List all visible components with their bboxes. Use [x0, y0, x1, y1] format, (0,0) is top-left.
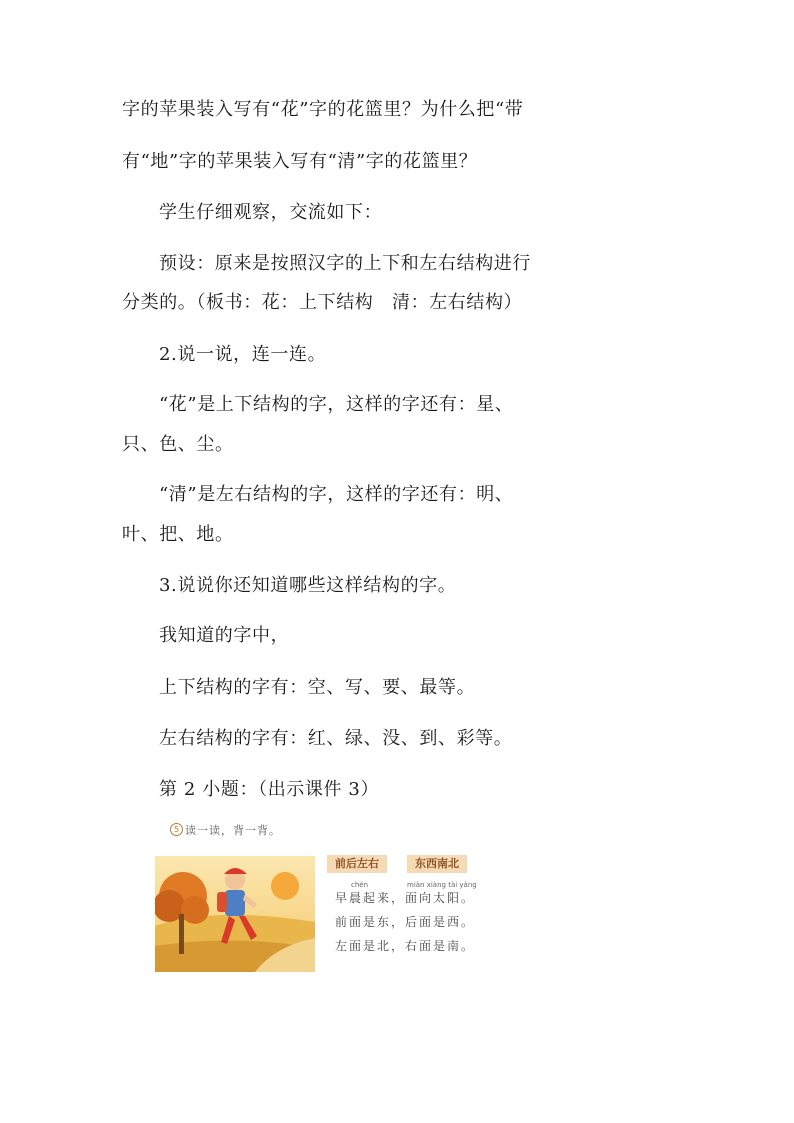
topic-tag: 东西南北	[407, 855, 467, 873]
poem-line: 前面是东，后面是西。	[335, 915, 476, 929]
text-line: 3.说说你还知道哪些这样结构的字。	[159, 575, 457, 596]
text-line: 有“地”字的苹果装入写有“清”字的花篮里？	[122, 151, 478, 172]
pinyin-annotation: miàn xiàng tài yáng	[407, 881, 477, 889]
text-line: 分类的。（板书：花：上下结构 清：左右结构）	[122, 292, 523, 313]
exercise-number: 5	[170, 823, 183, 836]
topic-tag: 前后左右	[327, 855, 387, 873]
text-line: 第 2 小题：（出示课件 3）	[159, 779, 380, 800]
text-line: “花”是上下结构的字，这样的字还有：星、	[159, 394, 514, 415]
text-line: 我知道的字中，	[159, 625, 290, 646]
poem-line: 早晨起来，面向太阳。	[335, 891, 476, 905]
boy-running-illustration	[155, 856, 315, 972]
text-line: 叶、把、地。	[122, 524, 234, 545]
exercise-instruction: 读一读，背一背。	[185, 824, 281, 837]
text-line: 左右结构的字有：红、绿、没、到、彩等。	[159, 728, 513, 749]
textbook-illustration	[155, 822, 485, 972]
pinyin-annotation: chén	[351, 881, 369, 889]
text-line: 只、色、尘。	[122, 434, 234, 455]
text-line: 字的苹果装入写有“花”字的花篮里？为什么把“带	[122, 99, 524, 120]
text-line: “清”是左右结构的字，这样的字还有：明、	[159, 484, 514, 505]
poem-line: 左面是北，右面是南。	[335, 939, 476, 953]
text-line: 学生仔细观察，交流如下：	[159, 202, 383, 223]
text-line: 2.说一说，连一连。	[159, 344, 327, 365]
text-line: 预设：原来是按照汉字的上下和左右结构进行	[159, 253, 531, 274]
text-line: 上下结构的字有：空、写、要、最等。	[159, 677, 476, 698]
